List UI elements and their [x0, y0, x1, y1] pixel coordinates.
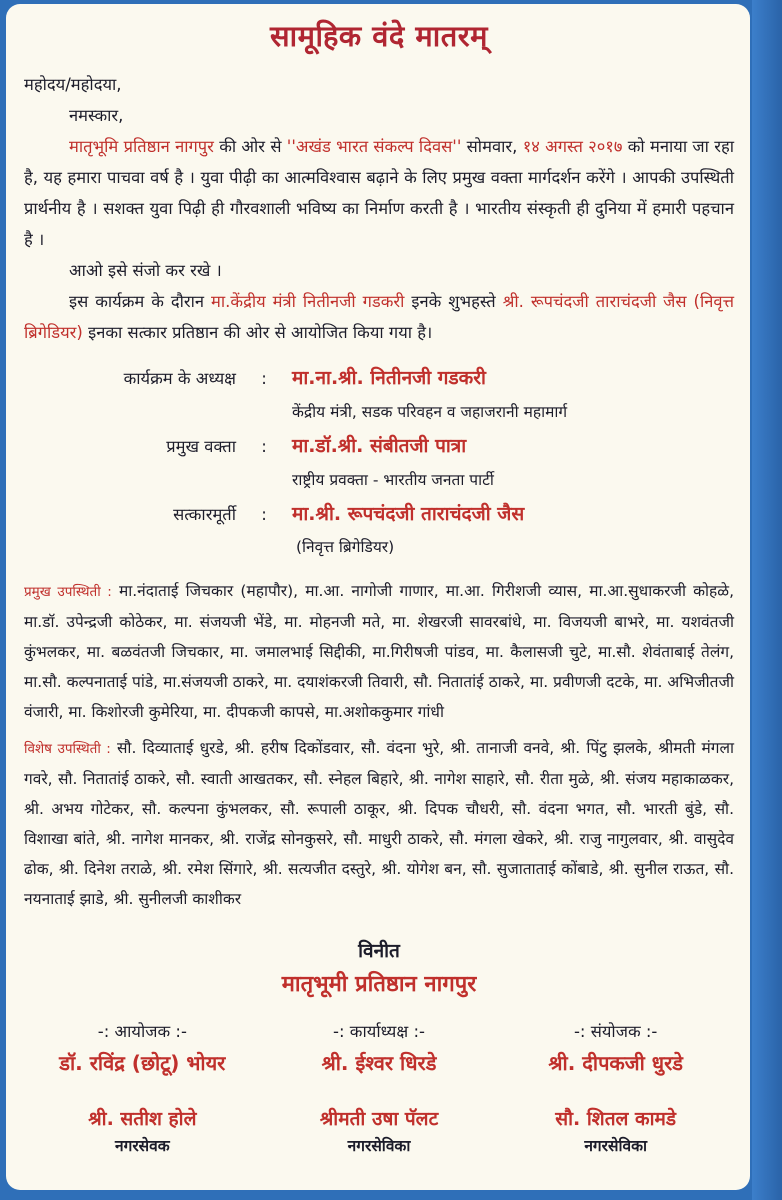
vishesh-label: विशेष उपस्थिती : — [24, 741, 111, 757]
role-label: प्रमुख वक्ता — [166, 437, 236, 456]
pramukh-upasthiti — [24, 576, 734, 727]
signatory-column — [24, 1018, 261, 1158]
role-name: मा.श्री. रूपचंदजी ताराचंदजी जैस — [292, 503, 525, 525]
org-name: मातृभूमि प्रतिष्ठान नागपुर — [69, 137, 214, 156]
signatory-column — [261, 1018, 498, 1158]
role-colon: : — [261, 505, 267, 524]
event-name: ''अखंड भारत संकल्प दिवस'' — [286, 137, 462, 156]
vishesh-names: सौ. दिव्याताई धुरडे, श्री. हरीष दिकोंडवार, सौ. वंदना भुरे, श्री. तानाजी वनवे, श्री. पिंटु झलके, श्रीमती मंगला गवरे, सौ. नितातांई ठाकरे, सौ. स्वाती आखतकर, सौ. स्नेहल बिहारे, श्री. नागेश साहारे, सौ. रीता मुळे, श्री. संजय महाकाळकर, श्री. अभय गोटेकर, सौ. कल्पना कुंभलकर, सौ. रूपाली ठाकूर, श्री. दिपक चौधरी, सौ. वंदना भगत, सौ. भारती बुंडे, सौ. विशाखा बांते, श्री. नागेश मानकर, श्री. राजेंद्र सोनकुसरे, सौ. माधुरी ठाकरे, सौ. मंगला खेकरे, श्री. राजु नागुलवार, श्री. वासुदेव ढोक, श्री. दिनेश तराळे, श्री. रमेश सिंगारे, श्री. सत्यजीत दस्तुरे, श्री. योगेश बन, सौ. सुजाताताई कोंबाडे, श्री. सुनील राऊत, सौ. नयनाताई झाडे, श्री. सुनीलजी काशीकर — [24, 739, 734, 908]
pramukh-label: प्रमुख उपस्थिती : — [24, 584, 112, 600]
signatory-name: डॉ. रविंद्र (छोटू) भोयर — [59, 1051, 226, 1075]
signatories — [24, 1018, 734, 1158]
role-row-president — [24, 364, 734, 398]
vineet-label: विनीत — [358, 940, 400, 962]
felicitation-text-b: इनके शुभहस्ते — [404, 292, 503, 311]
preserve-line: आओ इसे संजो कर रखे । — [69, 261, 222, 280]
corporator-name: श्री. सतीश होले — [88, 1108, 197, 1130]
intro-paragraph — [24, 131, 734, 255]
minister-name: मा.केंद्रीय मंत्री नितीनजी गडकरी — [211, 292, 405, 311]
role-colon: : — [261, 369, 267, 388]
role-label: सत्कारमूर्ती — [173, 505, 236, 524]
signatory-role: -: संयोजक :- — [573, 1022, 658, 1041]
roles-block — [24, 364, 734, 566]
signatory-column — [497, 1018, 734, 1158]
felicitation-paragraph — [24, 286, 734, 348]
felicitation-text-a: इस कार्यक्रम के दौरान — [69, 292, 212, 311]
corporator-designation: नगरसेवक — [115, 1137, 170, 1155]
signatory-role: -: कार्याध्यक्ष :- — [333, 1022, 425, 1041]
page-title: सामूहिक वंदे मातरम् — [270, 19, 488, 53]
pramukh-names: मा.नंदाताई जिचकार (महापौर), मा.आ. नागोजी गाणार, मा.आ. गिरीशजी व्यास, मा.आ.सुधाकरजी कोहळे, मा.डॉ. उपेन्द्रजी कोठेकर, मा. संजयजी भेंडे, मा. मोहनजी मते, मा. शेखरजी सावरबांधे, मा. विजयजी बाभरे, मा. यशवंतजी कुंभलकर, मा. बळवंतजी जिचकार, मा. जमालभाई सिद्दीकी, मा.गिरीषजी पांडव, मा. कैलासजी चुटे, मा.सौ. शेवंताबाई तेलंग, मा.सौ. कल्पनाताई पांडे, मा.संजयजी ठाकरे, मा. दयाशंकरजी तिवारी, सौ. नितातांई ठाकरे, मा. प्रवीणजी दटके, मा. अभिजीतजी वंजारी, मा. किशोरजी कुमेरिया, मा. दीपकजी कापसे, मा.अशोककुमार गांधी — [24, 582, 734, 721]
salutation: महोदय/महोदया, — [24, 75, 122, 94]
role-name: मा.डॉ.श्री. संबीतजी पात्रा — [292, 435, 467, 457]
role-row-honoree — [24, 500, 734, 534]
closing-org-name: मातृभूमी प्रतिष्ठान नागपुर — [281, 972, 477, 997]
intro-text-a: की ओर से — [213, 137, 287, 156]
role-sub: केंद्रीय मंत्री, सडक परिवहन व जहाजरानी महामार्ग — [292, 403, 568, 421]
vishesh-upasthiti — [24, 733, 734, 914]
corporator-name: सौ. शितल कामडे — [555, 1108, 677, 1130]
role-sub: राष्ट्रीय प्रवक्ता - भारतीय जनता पार्टी — [292, 471, 494, 489]
role-name: मा.ना.श्री. नितीनजी गडकरी — [292, 367, 486, 389]
blue-frame-edge — [752, 0, 782, 1200]
greeting: नमस्कार, — [69, 106, 124, 125]
closing-block — [24, 936, 734, 1004]
role-sub: (निवृत्त ब्रिगेडियर) — [296, 538, 395, 556]
signatory-role: -: आयोजक :- — [97, 1022, 187, 1041]
honoree-name: श्री. रूपचंदजी ताराचंदजी जैस (निवृत्त ब्रिगेडियर) — [24, 292, 734, 342]
invitation-card — [6, 4, 750, 1190]
signatory-name: श्री. दीपकजी धुरडे — [548, 1051, 683, 1075]
corporator-designation: नगरसेविका — [347, 1137, 411, 1155]
felicitation-text-c: इनका सत्कार प्रतिष्ठान की ओर से आयोजित किया गया है। — [82, 323, 433, 342]
role-colon: : — [261, 437, 267, 456]
role-label: कार्यक्रम के अध्यक्ष — [123, 369, 236, 388]
intro-text-c: को मनाया जा रहा है, यह हमारा पाचवा वर्ष है । युवा पीढ़ी का आत्मविश्वास बढ़ाने के लिए प्रमुख वक्ता मार्गदर्शन करेंगे । आपकी उपस्थिती प्रार्थनीय है । सशक्त युवा पिढ़ी ही गौरवशाली भविष्य का निर्माण करती है । भारतीय संस्कृती ही दुनिया में हमारी पहचान है । — [24, 137, 734, 249]
corporator-designation: नगरसेविका — [584, 1137, 648, 1155]
role-row-speaker — [24, 432, 734, 466]
event-date: १४ अगस्त २०१७ — [522, 137, 623, 156]
corporator-name: श्रीमती उषा पॅलट — [319, 1108, 439, 1130]
intro-text-b: सोमवार, — [461, 137, 518, 156]
signatory-name: श्री. ईश्वर धिरडे — [321, 1051, 437, 1075]
